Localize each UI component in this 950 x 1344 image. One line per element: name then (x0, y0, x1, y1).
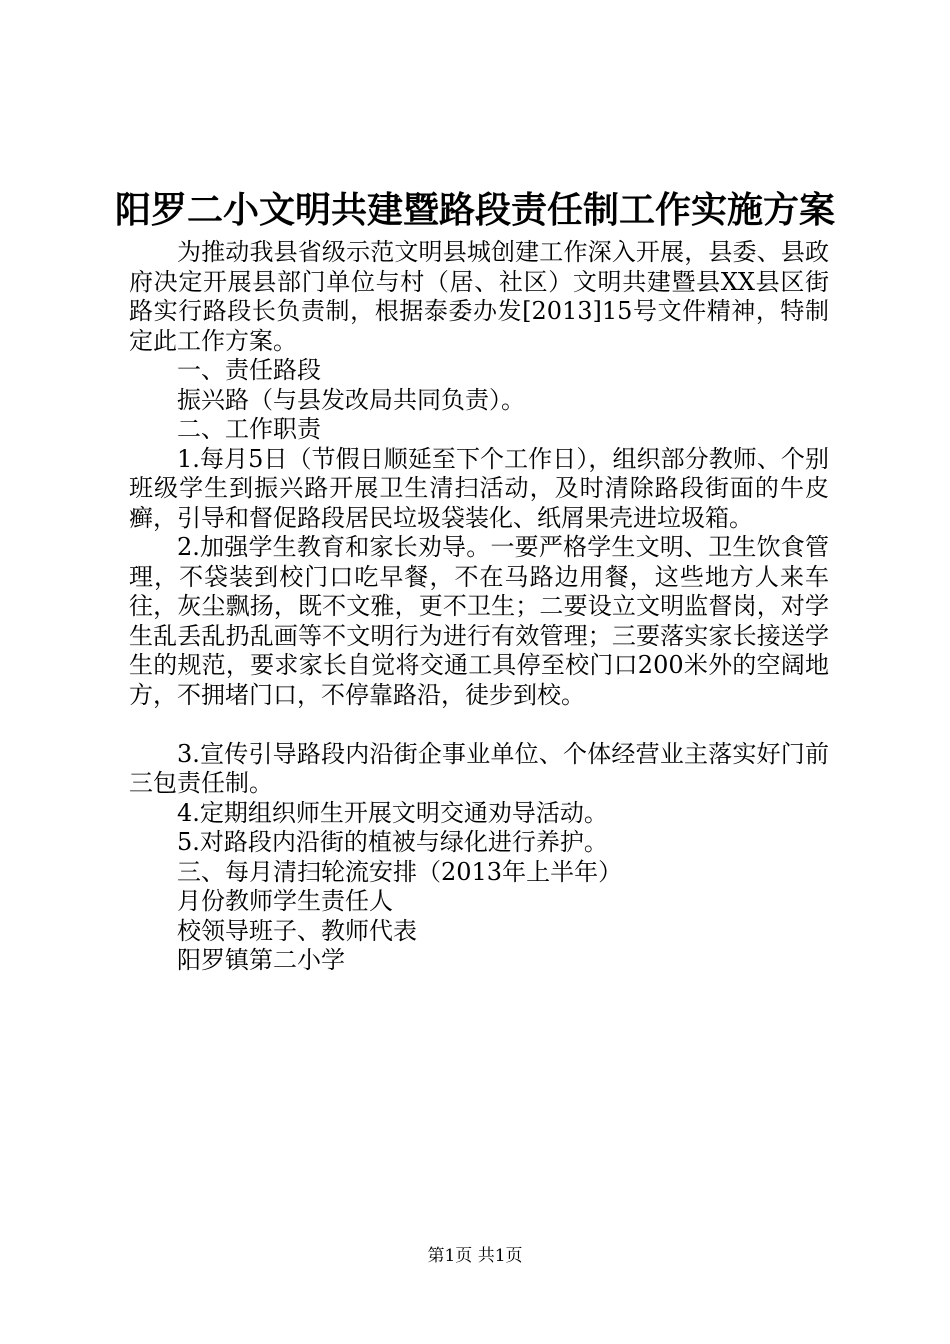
schedule-table-header: 月份教师学生责任人 (177, 887, 393, 915)
paragraph-duty-1: 1.每月5日（节假日顺延至下个工作日），组织部分教师、个别班级学生到振兴路开展卫生清扫活动，及时清除路段街面的牛皮癣，引导和督促路段居民垃圾袋装化、纸屑果壳进垃圾箱。 (129, 444, 829, 532)
document-title: 阳罗二小文明共建暨路段责任制工作实施方案 (114, 189, 835, 231)
section-heading-road: 一、责任路段 (177, 356, 321, 384)
paragraph-duty-4: 4.定期组织师生开展文明交通劝导活动。 (177, 798, 608, 827)
document-body (129, 238, 829, 976)
section-heading-duties: 二、工作职责 (177, 415, 321, 443)
section-heading-schedule: 三、每月清扫轮流安排（2013年上半年） (177, 857, 623, 886)
paragraph-duty-3: 3.宣传引导路段内沿街企事业单位、个体经营业主落实好门前三包责任制。 (129, 739, 829, 797)
paragraph-road: 振兴路（与县发改局共同负责）。 (177, 385, 525, 414)
schedule-responsible: 校领导班子、教师代表 (177, 916, 417, 945)
paragraph-duty-5: 5.对路段内沿街的植被与绿化进行养护。 (177, 828, 608, 856)
signature-school: 阳罗镇第二小学 (177, 946, 345, 974)
page-footer: 第1页 共1页 (427, 1246, 523, 1266)
paragraph-intro: 为推动我县省级示范文明县城创建工作深入开展，县委、县政府决定开展县部门单位与村（居、社区）文明共建暨县XX县区街路实行路段长负责制，根据泰委办发[2013]15号文件精神，特制定此工作方案。 (129, 238, 829, 355)
paragraph-duty-2: 2.加强学生教育和家长劝导。一要严格学生文明、卫生饮食管理，不袋装到校门口吃早餐，不在马路边用餐，这些地方人来车往，灰尘飘扬，既不文雅，更不卫生；二要设立文明监督岗，对学生乱丢乱扔乱画等不文明行为进行有效管理；三要落实家长接送学生的规范，要求家长自觉将交通工具停至校门口200米外的空阔地方，不拥堵门口，不停靠路沿，徒步到校。 (129, 533, 829, 709)
